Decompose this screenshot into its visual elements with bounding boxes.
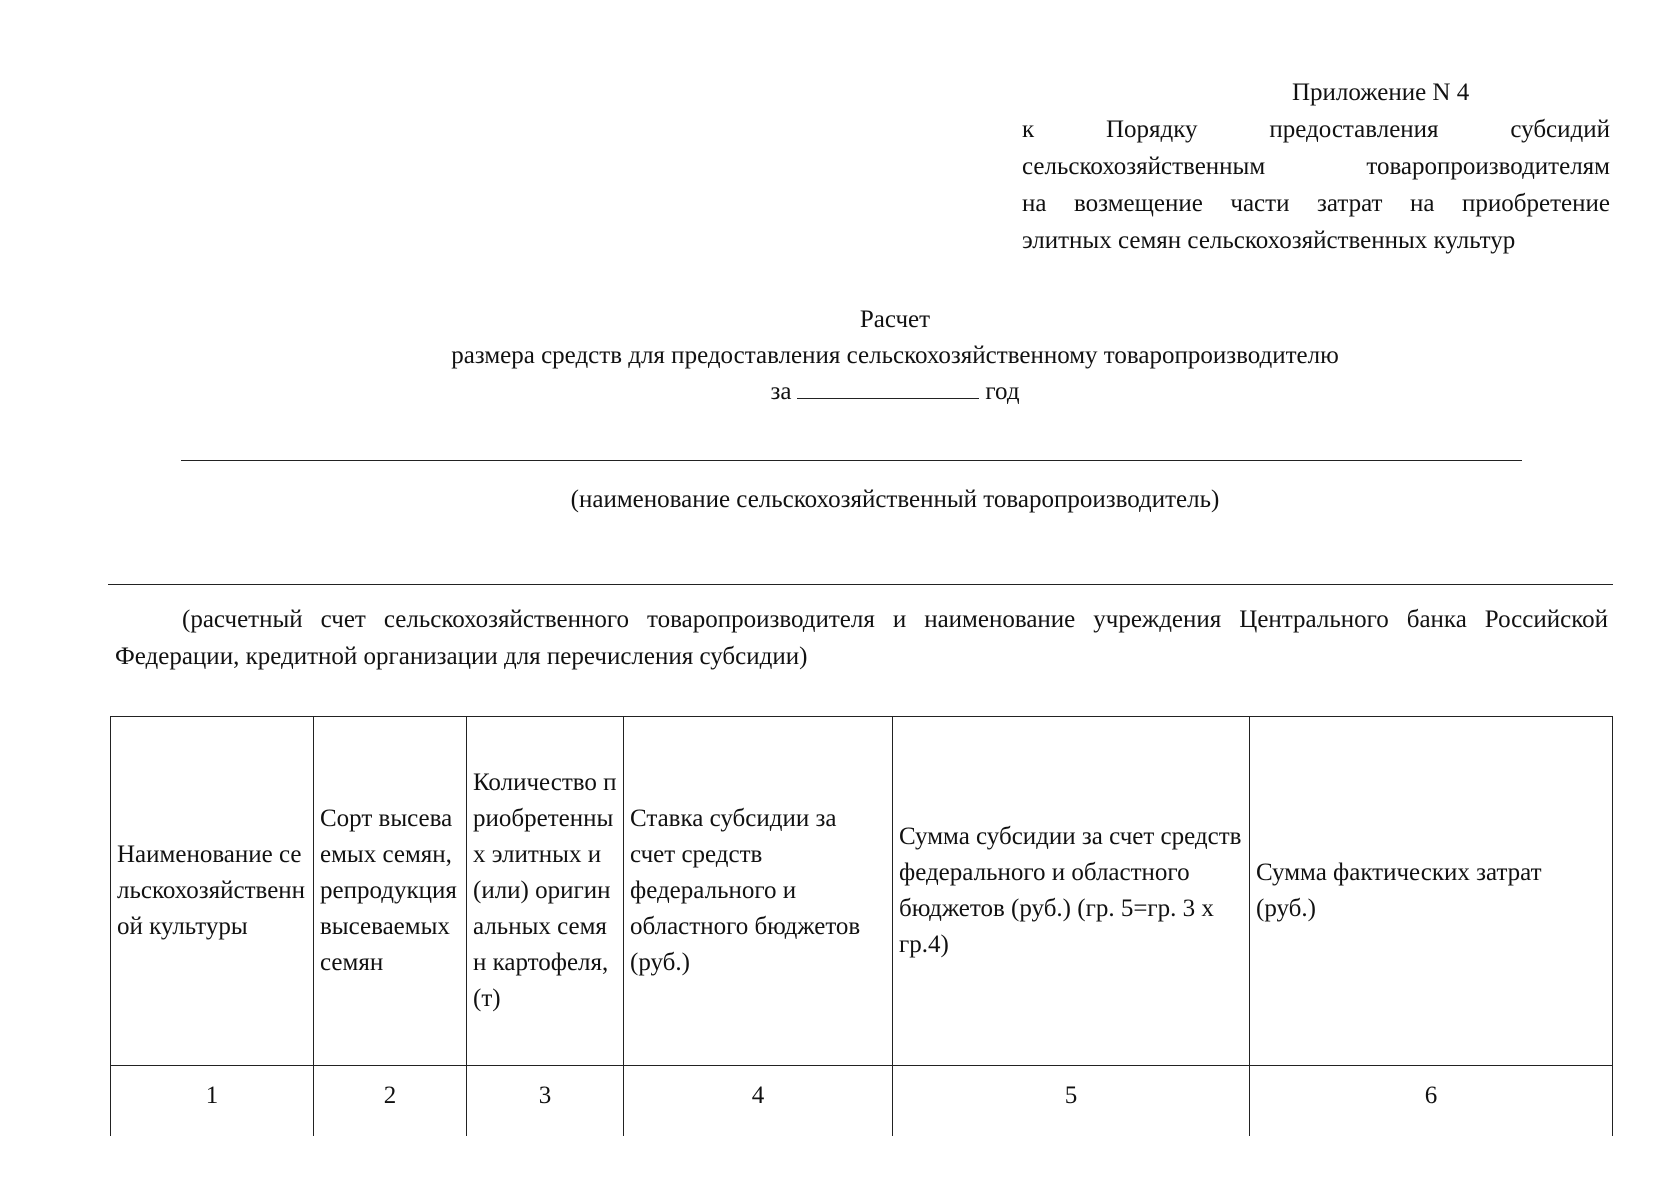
table-header-row bbox=[111, 717, 1613, 1066]
year-suffix: год bbox=[985, 378, 1020, 405]
producer-name-caption: (наименование сельскохозяйственный товаропроизводитель) bbox=[570, 486, 1220, 513]
column-number: 6 bbox=[1250, 1066, 1613, 1137]
column-number: 3 bbox=[467, 1066, 624, 1137]
document-subtitle: размера средств для предоставления сельскохозяйственному товаропроизводителю bbox=[451, 342, 1339, 369]
header-seed-variety: Сорт высеваемых семян, репродукция высеваемых семян bbox=[314, 717, 467, 1066]
column-number: 5 bbox=[893, 1066, 1250, 1137]
appendix-line: элитных семян сельскохозяйственных культур bbox=[1022, 227, 1516, 254]
column-number: 4 bbox=[624, 1066, 893, 1137]
header-subsidy-rate: Ставка субсидии за счет средств федерального и областного бюджетов (руб.) bbox=[624, 717, 893, 1066]
appendix-line: к Порядку предоставления субсидий bbox=[1022, 116, 1610, 143]
year-line bbox=[116, 374, 1674, 410]
year-prefix: за bbox=[770, 378, 792, 405]
table-row bbox=[111, 1066, 1613, 1137]
account-caption: (расчетный счет сельскохозяйственного товаропроизводителя и наименование учреждения Центрального банка Российской Федерации, кредитной организации для перечисления субсидии) bbox=[115, 606, 1608, 670]
document-heading bbox=[0, 302, 1674, 410]
document-title: Расчет bbox=[859, 306, 931, 333]
appendix-reference bbox=[1022, 74, 1610, 259]
producer-name-line[interactable] bbox=[181, 460, 1522, 461]
appendix-title: Приложение N 4 bbox=[1292, 79, 1470, 106]
year-blank-field[interactable] bbox=[797, 376, 979, 399]
column-number: 1 bbox=[111, 1066, 314, 1137]
appendix-line: сельскохозяйственным товаропроизводителям bbox=[1022, 153, 1610, 180]
header-subsidy-amount: Сумма субсидии за счет средств федерального и областного бюджетов (руб.) (гр. 5=гр. 3 х гр.4) bbox=[893, 717, 1250, 1066]
account-line[interactable] bbox=[108, 584, 1613, 585]
header-actual-costs: Сумма фактических затрат (руб.) bbox=[1250, 717, 1613, 1066]
header-seed-quantity: Количество приобретенных элитных и (или) оригинальных семян картофеля, (т) bbox=[467, 717, 624, 1066]
column-number: 2 bbox=[314, 1066, 467, 1137]
header-crop-name: Наименование сельскохозяйственной культуры bbox=[111, 717, 314, 1066]
calculation-table bbox=[110, 716, 1613, 1136]
appendix-line: на возмещение части затрат на приобретение bbox=[1022, 190, 1610, 217]
